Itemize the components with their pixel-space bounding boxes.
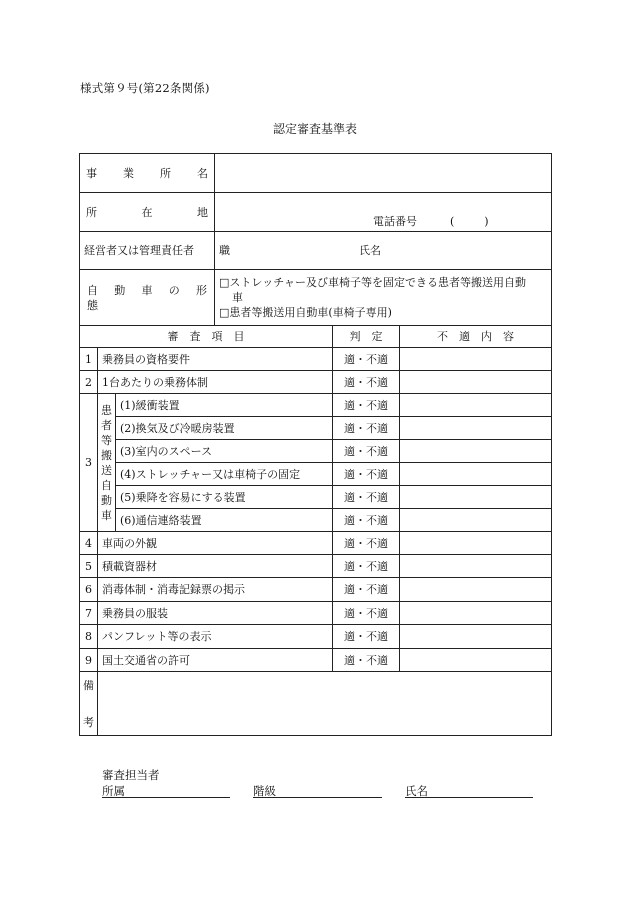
business-name-value[interactable] [215, 154, 552, 193]
subitem-label: (6)通信連絡装置 [116, 509, 333, 532]
column-header-item: 審 査 項 目 [80, 326, 333, 348]
reason-field[interactable] [400, 578, 552, 602]
review-criteria-table [79, 153, 552, 736]
judgment-select[interactable]: 適・不適 [333, 417, 400, 440]
item-label: 消毒体制・消毒記録票の掲示 [98, 578, 333, 602]
item-label: 国土交通省の許可 [98, 649, 333, 672]
reason-field[interactable] [400, 394, 552, 417]
reason-field[interactable] [400, 625, 552, 649]
location-value[interactable] [215, 193, 552, 232]
reason-field[interactable] [400, 602, 552, 625]
judgment-select[interactable]: 適・不適 [333, 625, 400, 649]
reason-field[interactable] [400, 440, 552, 463]
item-number: 5 [80, 555, 98, 578]
subitem-label: (5)乗降を容易にする装置 [116, 486, 333, 509]
judgment-select[interactable]: 適・不適 [333, 371, 400, 394]
item-label: 乗務員の資格要件 [98, 348, 333, 371]
reason-field[interactable] [400, 532, 552, 555]
table-row [80, 394, 552, 417]
table-row [80, 555, 552, 578]
table-row [80, 486, 552, 509]
column-header-judgment: 判 定 [333, 326, 400, 348]
subitem-label: (1)緩衝装置 [116, 394, 333, 417]
reason-field[interactable] [400, 348, 552, 371]
judgment-select[interactable]: 適・不適 [333, 394, 400, 417]
reason-field[interactable] [400, 371, 552, 394]
rank-field[interactable] [253, 783, 382, 798]
affiliation-label: 所属 [102, 784, 125, 798]
subitem-label: (4)ストレッチャー又は車椅子の固定 [116, 463, 333, 486]
table-row [80, 348, 552, 371]
affiliation-field[interactable] [102, 783, 230, 798]
subitem-label: (3)室内のスペース [116, 440, 333, 463]
phone-paren-close: ) [484, 215, 489, 228]
judgment-select[interactable]: 適・不適 [333, 348, 400, 371]
reviewer-name-field[interactable] [405, 783, 533, 798]
item-number: 2 [80, 371, 98, 394]
table-row [80, 602, 552, 625]
form-number: 様式第９号(第22条関係) [80, 81, 210, 95]
item-number: 7 [80, 602, 98, 625]
phone-number-field [373, 214, 489, 229]
reviewer-title: 審査担当者 [102, 768, 160, 782]
form-title: 認定審査基準表 [272, 122, 357, 136]
table-row [80, 578, 552, 602]
item-label: パンフレット等の表示 [98, 625, 333, 649]
item-number: 4 [80, 532, 98, 555]
reason-field[interactable] [400, 649, 552, 672]
reason-field[interactable] [400, 509, 552, 532]
vehicle-option-stretcher[interactable]: □ストレッチャー及び車椅子等を固定できる患者等搬送用自動 [219, 276, 526, 289]
manager-value[interactable] [215, 232, 552, 270]
remarks-field[interactable] [98, 672, 552, 736]
judgment-select[interactable]: 適・不適 [333, 578, 400, 602]
reviewer-name-label: 氏名 [405, 784, 428, 798]
table-row [80, 532, 552, 555]
judgment-select[interactable]: 適・不適 [333, 649, 400, 672]
item-label: 積載資器材 [98, 555, 333, 578]
column-header-reason: 不 適 内 容 [400, 326, 552, 348]
item-number: 8 [80, 625, 98, 649]
item-number: 6 [80, 578, 98, 602]
location-label: 所 在 地 [80, 193, 215, 232]
name-label: 氏名 [359, 244, 381, 257]
subitem-label: (2)換気及び冷暖房装置 [116, 417, 333, 440]
reason-field[interactable] [400, 417, 552, 440]
manager-label: 経営者又は管理責任者 [80, 232, 215, 270]
judgment-select[interactable]: 適・不適 [333, 463, 400, 486]
remarks-label: 備 考 [80, 672, 98, 736]
item-number: 1 [80, 348, 98, 371]
table-row [80, 371, 552, 394]
table-row [80, 440, 552, 463]
judgment-select[interactable]: 適・不適 [333, 486, 400, 509]
item-label: 1台あたりの乗務体制 [98, 371, 333, 394]
table-row [80, 625, 552, 649]
item-label: 乗務員の服装 [98, 602, 333, 625]
vehicle-type-options [215, 270, 552, 326]
table-row [80, 649, 552, 672]
item-number: 3 [80, 394, 98, 532]
reason-field[interactable] [400, 486, 552, 509]
rank-label: 階級 [253, 784, 276, 798]
table-row [80, 509, 552, 532]
judgment-select[interactable]: 適・不適 [333, 532, 400, 555]
reason-field[interactable] [400, 463, 552, 486]
phone-paren-open: ( [450, 215, 455, 228]
reason-field[interactable] [400, 555, 552, 578]
item-number: 9 [80, 649, 98, 672]
judgment-select[interactable]: 適・不適 [333, 602, 400, 625]
judgment-select[interactable]: 適・不適 [333, 509, 400, 532]
business-name-label: 事 業 所 名 [80, 154, 215, 193]
vehicle-option-stretcher-cont: 車 [232, 291, 243, 304]
vehicle-group-label: 患 者 等 搬 送 自 動 車 [98, 394, 116, 532]
table-row [80, 463, 552, 486]
judgment-select[interactable]: 適・不適 [333, 440, 400, 463]
item-label: 車両の外観 [98, 532, 333, 555]
judgment-select[interactable]: 適・不適 [333, 555, 400, 578]
vehicle-type-label: 自 動 車 の 形 態 [80, 270, 215, 326]
table-row [80, 417, 552, 440]
phone-label: 電話番号 [373, 215, 417, 228]
position-label: 職 [219, 244, 230, 257]
vehicle-option-wheelchair[interactable]: □患者等搬送用自動車(車椅子専用) [219, 306, 392, 319]
